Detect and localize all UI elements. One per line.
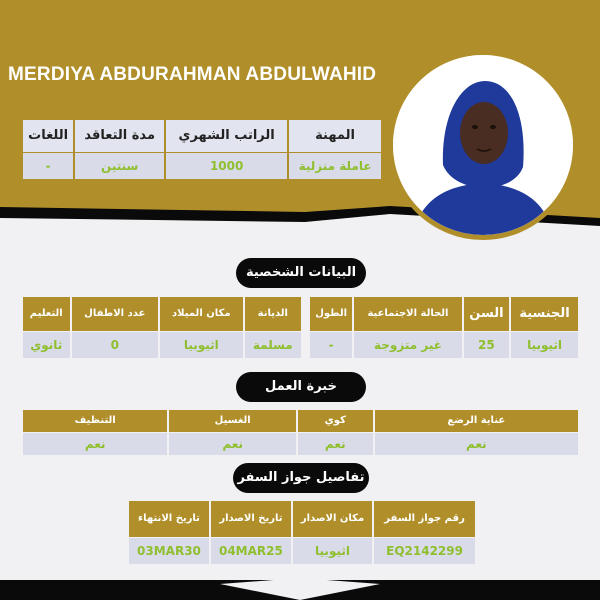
contract-duration-value: سنتين [75, 153, 164, 179]
profession-header: المهنة [289, 120, 381, 152]
issue-date-header: تاريخ الاصدار [211, 501, 291, 537]
ironing-value: نعم [298, 433, 373, 455]
education-value: ثانوي [23, 332, 70, 358]
candidate-name: MERDIYA ABDURAHMAN ABDULWAHID [8, 64, 377, 85]
issue-place-value: اثيوبيا [293, 538, 372, 564]
height-header: الطول [310, 297, 352, 331]
monthly-salary-value: 1000 [166, 153, 287, 179]
age-header: السن [464, 297, 509, 331]
monthly-salary-header: الراتب الشهري [166, 120, 287, 152]
cleaning-value: نعم [23, 433, 167, 455]
contract-duration-header: مدة التعاقد [75, 120, 164, 152]
expiry-date-header: تاريخ الانتهاء [129, 501, 209, 537]
profession-value: عاملة منزلية [289, 153, 381, 179]
personal-table-left [21, 296, 303, 359]
age-value: 25 [464, 332, 509, 358]
nationality-header: الجنسية [511, 297, 578, 331]
expiry-date-value: 03MAR30 [129, 538, 209, 564]
passport-number-header: رقم جواز السفر [374, 501, 475, 537]
education-header: التعليم [23, 297, 70, 331]
languages-value: - [23, 153, 73, 179]
languages-header: اللغات [23, 120, 73, 152]
summary-table [21, 119, 383, 180]
passport-section-title: تفاصيل جواز السفر [233, 463, 369, 493]
infant-care-value: نعم [375, 433, 578, 455]
experience-section-title: خبرة العمل [236, 372, 366, 402]
personal-section-title: البيانات الشخصية [236, 258, 366, 288]
issue-place-header: مكان الاصدار [293, 501, 372, 537]
laundry-value: نعم [169, 433, 296, 455]
marital-status-value: غير متزوجة [354, 332, 461, 358]
laundry-header: الغسيل [169, 410, 296, 432]
passport-table [127, 500, 477, 565]
issue-date-value: 04MAR25 [211, 538, 291, 564]
infant-care-header: عناية الرضع [375, 410, 578, 432]
person-photo-icon [393, 55, 573, 235]
ironing-header: كوي [298, 410, 373, 432]
experience-table [21, 409, 580, 456]
birthplace-value: اثيوبيا [160, 332, 243, 358]
personal-table-right [308, 296, 580, 359]
passport-number-value: EQ2142299 [374, 538, 475, 564]
nationality-value: اثيوبيا [511, 332, 578, 358]
religion-header: الديانة [245, 297, 301, 331]
children-count-header: عدد الاطفال [72, 297, 158, 331]
marital-status-header: الحالة الاجتماعية [354, 297, 461, 331]
candidate-photo [388, 50, 578, 240]
cleaning-header: التنظيف [23, 410, 167, 432]
birthplace-header: مكان الميلاد [160, 297, 243, 331]
height-value: - [310, 332, 352, 358]
children-count-value: 0 [72, 332, 158, 358]
religion-value: مسلمة [245, 332, 301, 358]
